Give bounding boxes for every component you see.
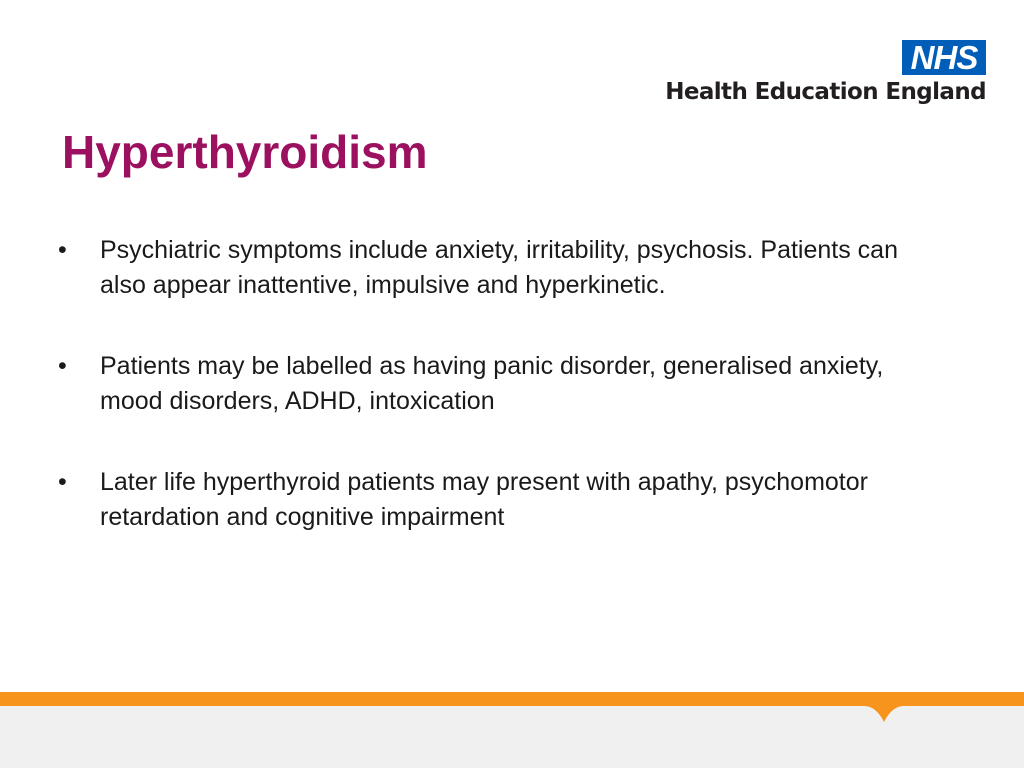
slide-title: Hyperthyroidism xyxy=(62,126,428,178)
bullet-dot-icon: • xyxy=(58,468,67,496)
nhs-logo-badge: NHS xyxy=(902,40,986,75)
bullet-text: Patients may be labelled as having panic disorder, generalised anxiety, mood disorders, ADHD, intoxication xyxy=(100,352,884,415)
footer-notch-shape xyxy=(864,700,904,724)
bullet-dot-icon: • xyxy=(58,352,67,380)
organisation-name: Health Education England xyxy=(665,79,986,105)
bullet-dot-icon: • xyxy=(58,236,67,264)
bullet-list xyxy=(58,233,938,581)
bullet-item-later-life xyxy=(58,465,938,535)
bullet-item-psychiatric-symptoms xyxy=(58,233,938,303)
bullet-text: Later life hyperthyroid patients may present with apathy, psychomotor retardation and cognitive impairment xyxy=(100,468,868,531)
bullet-text: Psychiatric symptoms include anxiety, irritability, psychosis. Patients can also appear inattentive, impulsive and hyperkinetic. xyxy=(100,236,898,299)
nhs-hee-logo xyxy=(636,40,986,112)
bullet-item-misdiagnosis xyxy=(58,349,938,419)
